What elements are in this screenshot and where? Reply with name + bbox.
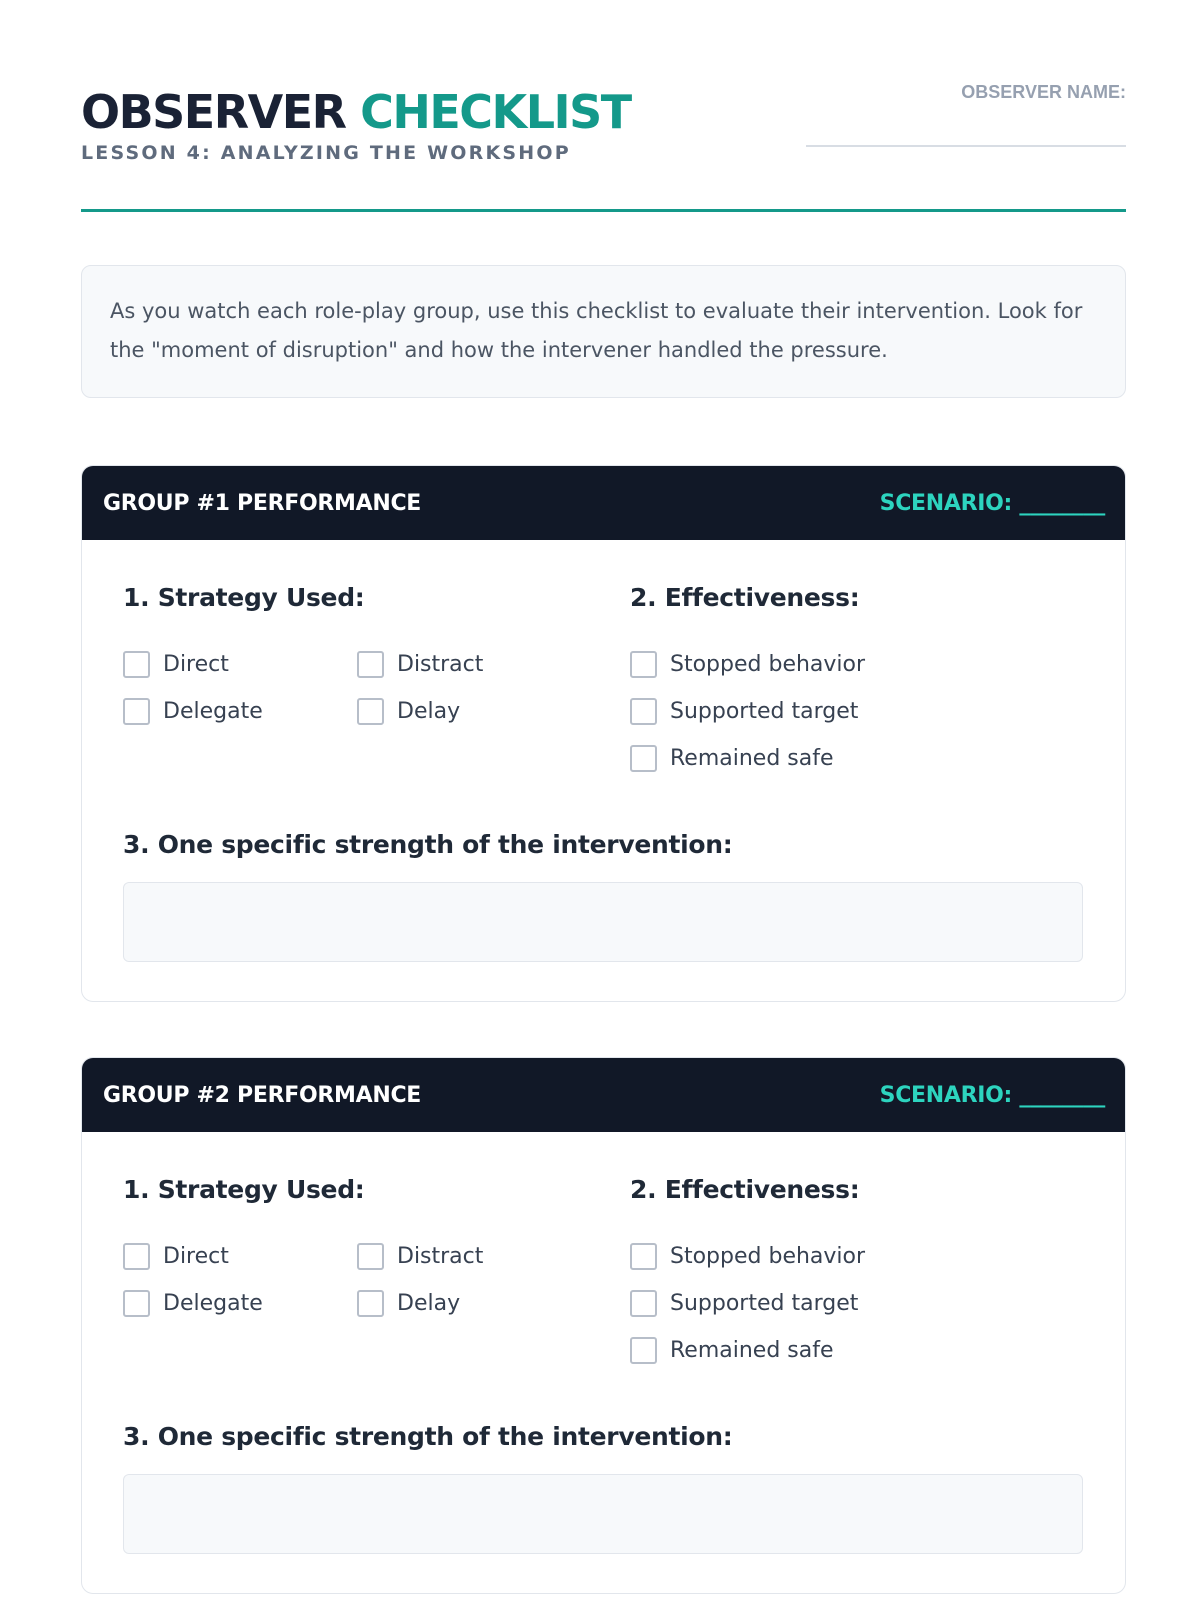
group-card [81,1057,1126,1594]
checkbox[interactable] [357,1243,384,1270]
strength-label: 3. One specific strength of the intervention: [123,830,733,859]
checkbox[interactable] [630,1290,657,1317]
effectiveness-option-supported[interactable] [630,696,858,726]
option-label: Distract [397,651,484,677]
checkbox[interactable] [123,651,150,678]
title-observer: OBSERVER [81,85,346,139]
checkbox[interactable] [123,1290,150,1317]
observer-checklist-page [81,0,1126,1451]
scenario-field[interactable]: SCENARIO: ________ [879,1082,1105,1108]
group-card [81,465,1126,1002]
effectiveness-option-stopped[interactable] [630,649,865,679]
strategy-option-delegate[interactable] [123,696,263,726]
option-label: Stopped behavior [670,651,866,677]
checkbox[interactable] [630,1243,657,1270]
option-label: Delegate [163,1290,263,1316]
effectiveness-label: 2. Effectiveness: [630,583,860,612]
observer-name-field[interactable] [806,145,1126,147]
page-subtitle: LESSON 4: ANALYZING THE WORKSHOP [81,142,571,164]
strategy-label: 1. Strategy Used: [123,583,365,612]
option-label: Remained safe [670,745,834,771]
option-label: Direct [163,1243,229,1269]
strategy-option-delay[interactable] [357,696,460,726]
option-label: Stopped behavior [670,1243,866,1269]
observer-name-label: OBSERVER NAME: [961,82,1126,102]
option-label: Delay [397,1290,461,1316]
strength-answer-field[interactable] [123,882,1083,962]
scenario-field[interactable]: SCENARIO: ________ [879,490,1105,516]
option-label: Distract [397,1243,484,1269]
checkbox[interactable] [357,1290,384,1317]
option-label: Delegate [163,698,263,724]
page-header [81,0,1126,212]
effectiveness-label: 2. Effectiveness: [630,1175,860,1204]
intro-box [81,265,1126,398]
effectiveness-option-safe[interactable] [630,743,834,773]
effectiveness-option-safe[interactable] [630,1335,834,1365]
option-label: Supported target [670,1290,859,1316]
option-label: Supported target [670,698,859,724]
option-label: Remained safe [670,1337,834,1363]
title-checklist: CHECKLIST [360,85,631,139]
strategy-label: 1. Strategy Used: [123,1175,365,1204]
intro-text: As you watch each role-play group, use this checklist to evaluate their intervention. Look for the "moment of disruption" and how the intervener handled the pressure. [110,299,1083,362]
checkbox[interactable] [630,698,657,725]
group-card-header [82,1058,1125,1132]
page-title [81,82,631,142]
option-label: Direct [163,651,229,677]
strategy-option-direct[interactable] [123,649,229,679]
checkbox[interactable] [630,745,657,772]
strategy-option-delegate[interactable] [123,1288,263,1318]
group-card-header [82,466,1125,540]
strategy-option-distract[interactable] [357,1241,483,1271]
group-title: GROUP #1 PERFORMANCE [103,490,422,516]
option-label: Delay [397,698,461,724]
checkbox[interactable] [357,651,384,678]
checkbox[interactable] [123,698,150,725]
checkbox[interactable] [630,651,657,678]
strength-label: 3. One specific strength of the intervention: [123,1422,733,1451]
checkbox[interactable] [357,698,384,725]
strategy-option-delay[interactable] [357,1288,460,1318]
checkbox[interactable] [123,1243,150,1270]
effectiveness-option-supported[interactable] [630,1288,858,1318]
strategy-option-distract[interactable] [357,649,483,679]
strength-answer-field[interactable] [123,1474,1083,1554]
checkbox[interactable] [630,1337,657,1364]
strategy-option-direct[interactable] [123,1241,229,1271]
effectiveness-option-stopped[interactable] [630,1241,865,1271]
group-title: GROUP #2 PERFORMANCE [103,1082,422,1108]
